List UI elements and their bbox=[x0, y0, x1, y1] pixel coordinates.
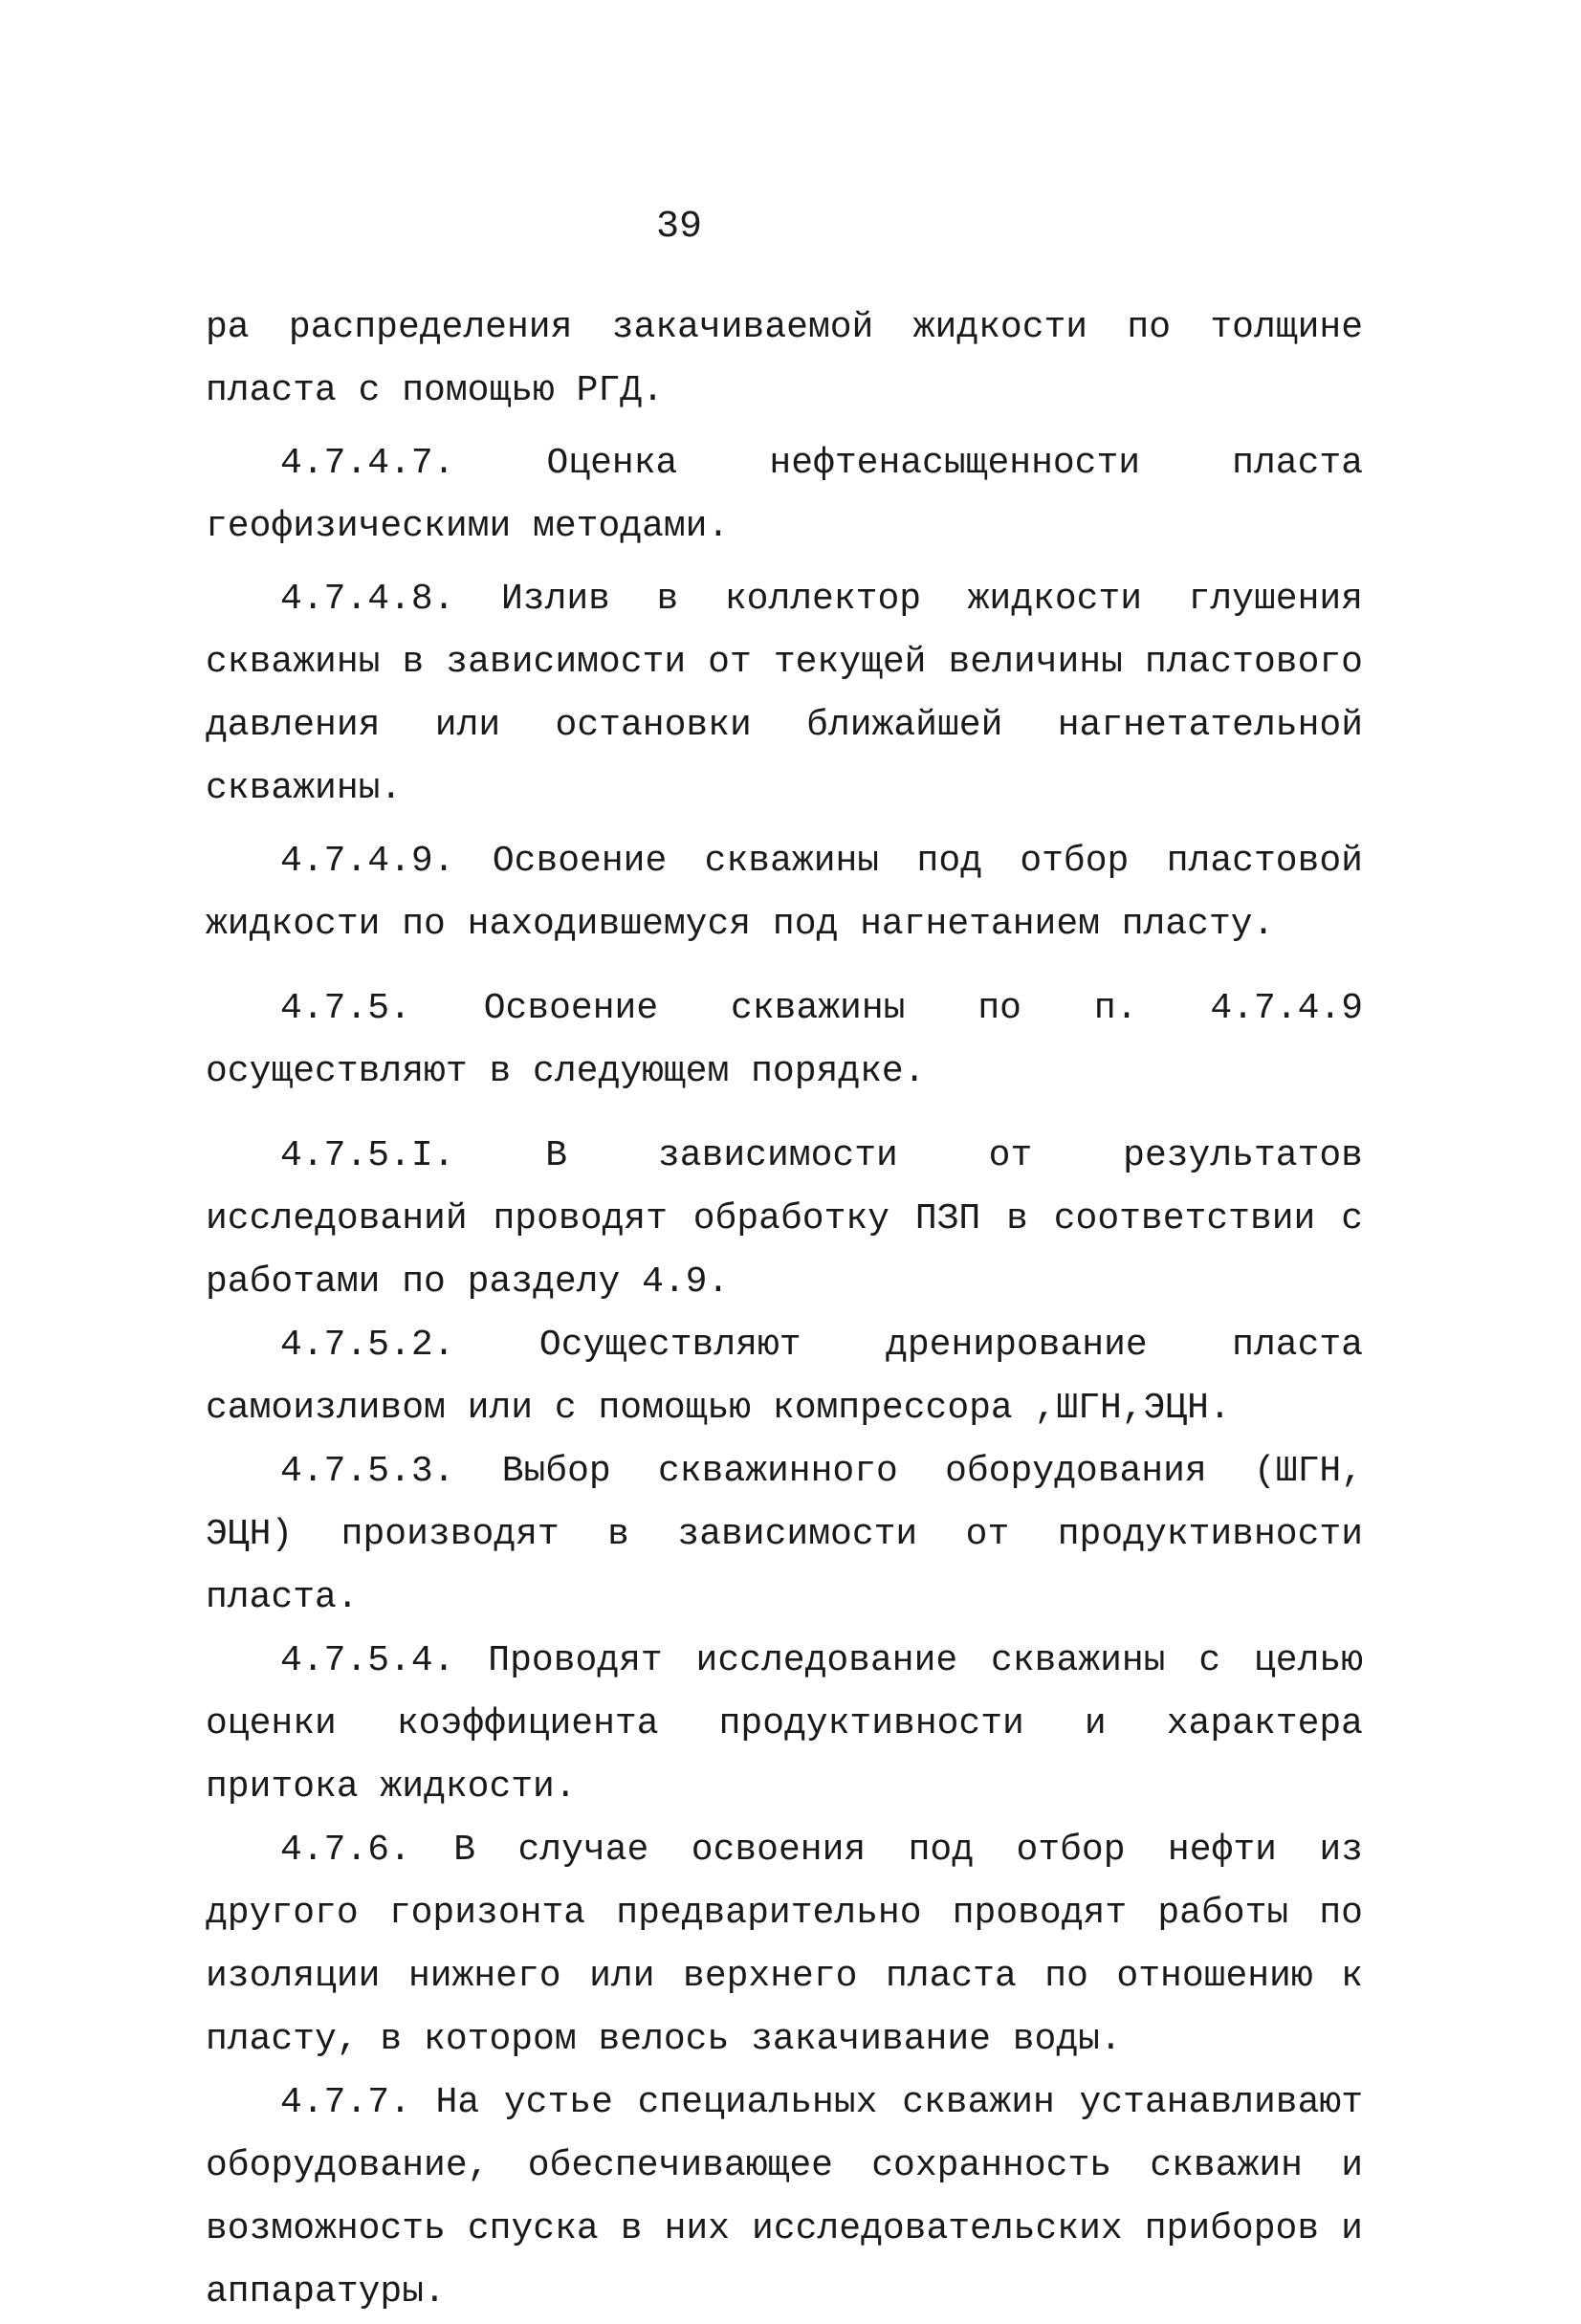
paragraph-4-7-5-1: 4.7.5.I. В зависимости от результатов исследований проводят обработку ПЗП в соответствии с работами по разделу 4.9. bbox=[206, 1135, 1363, 1303]
paragraph-4-7-4-9: 4.7.4.9. Освоение скважины под отбор пластовой жидкости по находившемуся под нагнетанием пласту. bbox=[206, 841, 1363, 945]
paragraph-4-7-4-7: 4.7.4.7. Оценка нефтенасыщенности пласта геофизическими методами. bbox=[206, 443, 1363, 547]
paragraph-4-7-5: 4.7.5. Освоение скважины по п. 4.7.4.9 осуществляют в следующем порядке. bbox=[206, 988, 1363, 1092]
paragraph-continuation: ра распределения закачиваемой жидкости по толщине пласта с помощью РГД. bbox=[206, 307, 1363, 411]
paragraph-4-7-6: 4.7.6. В случае освоения под отбор нефти из другого горизонта предварительно проводят работы по изоляции нижнего или верхнего пласта по отношению к пласту, в котором велось закачивание воды. bbox=[206, 1830, 1363, 2060]
paragraph-4-7-5-2: 4.7.5.2. Осуществляют дренирование пласта самоизливом или с помощью компрессора ,ШГН,ЭЦН. bbox=[206, 1325, 1363, 1429]
paragraph-4-7-4-8: 4.7.4.8. Излив в коллектор жидкости глушения скважины в зависимости от текущей величины пластового давления или остановки ближайшей нагнетательной скважины. bbox=[206, 579, 1363, 809]
paragraph-4-7-7: 4.7.7. На устье специальных скважин устанавливают оборудование, обеспечивающее сохранность скважин и возможность спуска в них исследовательских приборов и аппаратуры. bbox=[206, 2082, 1363, 2313]
paragraph-4-7-5-4: 4.7.5.4. Проводят исследование скважины с целью оценки коэффициента продуктивности и характера притока жидкости. bbox=[206, 1640, 1363, 1808]
paragraph-4-7-5-3: 4.7.5.3. Выбор скважинного оборудования (ШГН, ЭЦН) производят в зависимости от продуктивности пласта. bbox=[206, 1451, 1363, 1618]
page-number: 39 bbox=[655, 206, 702, 249]
document-body bbox=[206, 296, 1363, 2324]
